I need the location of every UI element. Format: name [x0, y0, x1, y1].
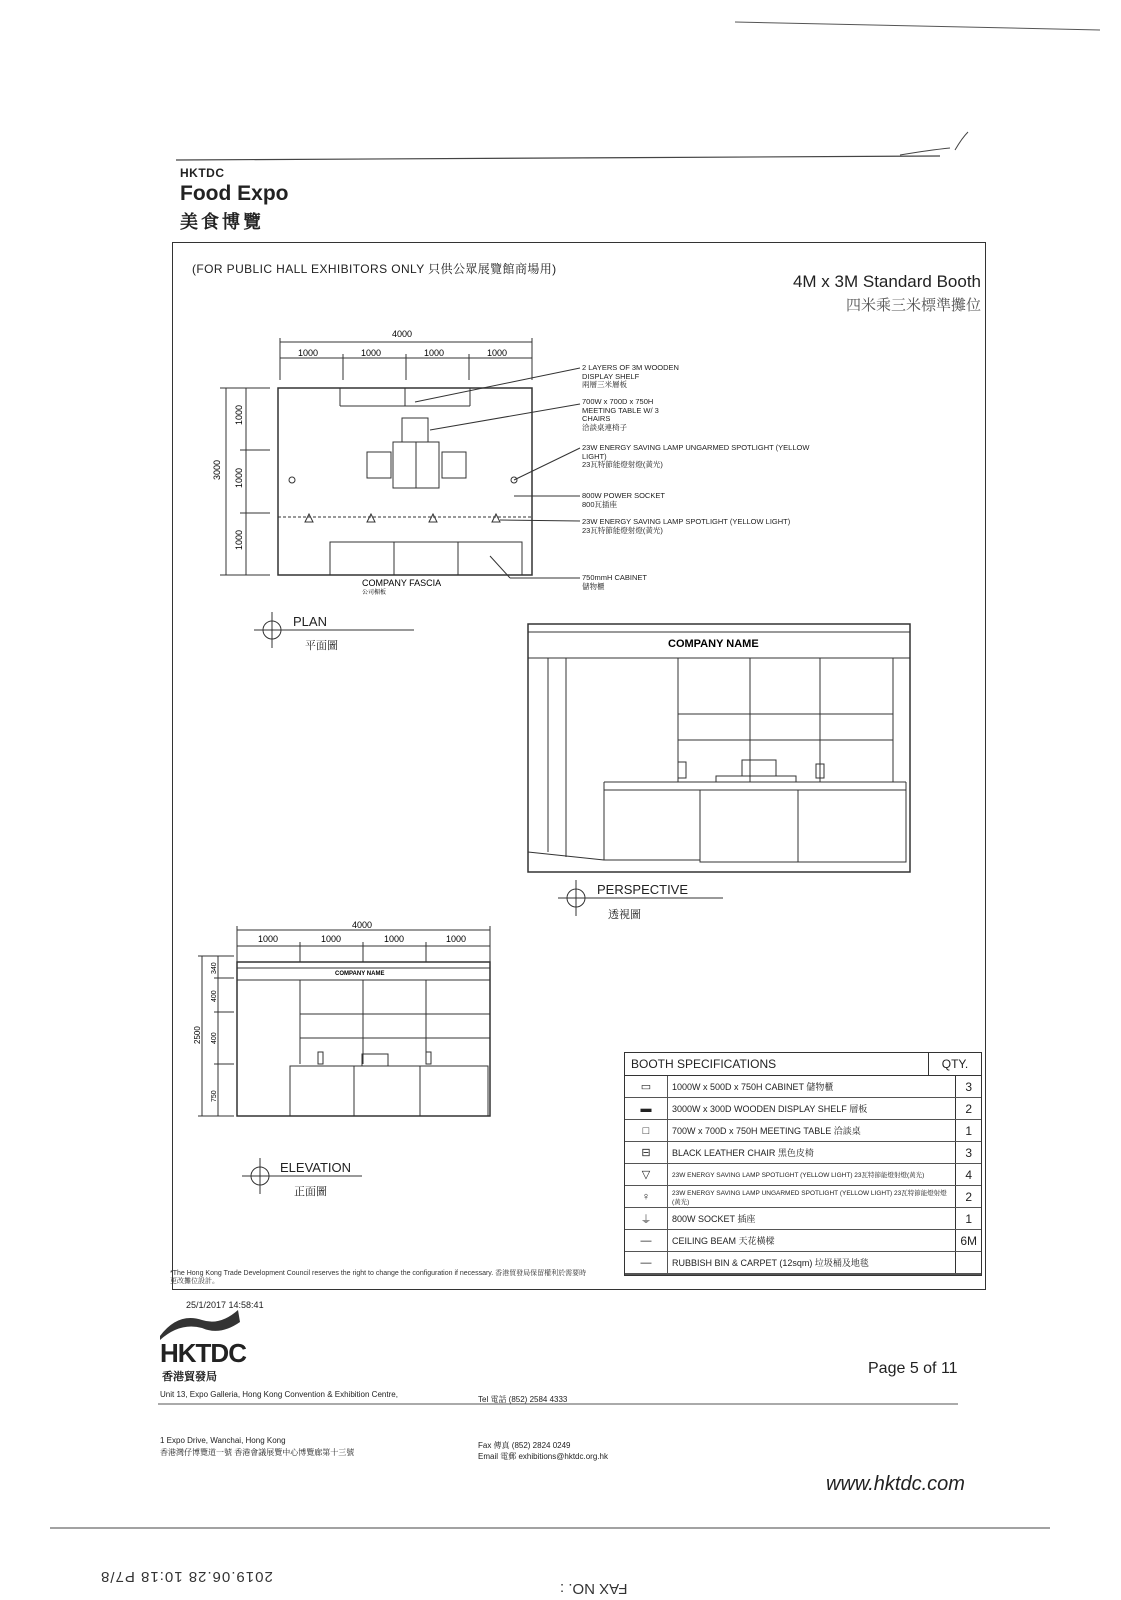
spec-row: ▭ 1000W x 500D x 750H CABINET 儲物櫃 3	[625, 1076, 981, 1098]
company-fascia-label: COMPANY FASCIA	[362, 578, 442, 588]
spec-row: ⊟ BLACK LEATHER CHAIR 黑色皮椅 3	[625, 1142, 981, 1164]
booth-title-cn: 四米乘三米標準攤位	[845, 297, 981, 314]
beam-icon: —	[625, 1230, 668, 1252]
elevation-drawing	[190, 916, 500, 1126]
elevation-height-3: 400	[211, 1032, 218, 1044]
plan-width-1: 1000	[298, 348, 319, 358]
booth-title-en: 4M x 3M Standard Booth	[792, 272, 981, 291]
spec-row: ▬ 3000W x 300D WOODEN DISPLAY SHELF 層板 2	[625, 1098, 981, 1120]
hktdc-logo-cn: 香港貿發局	[162, 1371, 217, 1383]
bin-icon: —	[625, 1252, 668, 1274]
booth-specifications-table	[624, 1052, 982, 1276]
elevation-height-4: 750	[211, 1090, 218, 1102]
callout-spotlight: 23W ENERGY SAVING LAMP SPOTLIGHT (YELLOW LIGHT) 23瓦特節能燈射燈(黃光)	[582, 517, 791, 535]
arm-spotlight-icon: ♀	[625, 1186, 668, 1208]
spec-qty-header: QTY.	[929, 1053, 982, 1076]
spec-row: ♀ 23W ENERGY SAVING LAMP UNGARMED SPOTLIGHT (YELLOW LIGHT) 23瓦特節能燈射燈(黃光) 2	[625, 1186, 981, 1208]
spec-row: ▽ 23W ENERGY SAVING LAMP SPOTLIGHT (YELLOW LIGHT) 23瓦特節能燈射燈(黃光) 4	[625, 1164, 981, 1186]
elevation-width-2: 1000	[321, 934, 342, 944]
elevation-label: ELEVATION	[280, 1160, 352, 1175]
plan-height-2: 1000	[234, 467, 244, 488]
plan-total-height: 3000	[212, 459, 222, 480]
spec-row: ⏚ 800W SOCKET 插座 1	[625, 1208, 981, 1230]
elevation-width-1: 1000	[258, 934, 279, 944]
plan-height-1: 1000	[234, 404, 244, 425]
spec-row: — RUBBISH BIN & CARPET (12sqm) 垃圾桶及地毯	[625, 1252, 981, 1274]
header-rules	[0, 0, 1121, 250]
callout-arm-spotlight: 23W ENERGY SAVING LAMP UNGARMED SPOTLIGHT (YELLOW LIGHT) 23瓦特節能燈射燈(黃光)	[582, 443, 810, 469]
elevation-total-height: 2500	[193, 1026, 202, 1044]
expo-title-cn: 美食博覽	[180, 212, 264, 232]
fax-rule	[50, 1524, 1050, 1532]
fax-timestamp: 2019.06.28 10:18 P7/8	[100, 1568, 273, 1585]
public-hall-note: (FOR PUBLIC HALL EXHIBITORS ONLY 只供公眾展覽館商場用)	[192, 262, 557, 276]
elevation-total-width: 4000	[352, 920, 373, 930]
shelf-icon: ▬	[625, 1098, 668, 1120]
address-line-1: Unit 13, Expo Galleria, Hong Kong Convention & Exhibition Centre,	[160, 1390, 398, 1399]
plan-label: PLAN	[293, 614, 327, 629]
plan-height-3: 1000	[234, 529, 244, 550]
plan-label-symbol	[254, 610, 424, 650]
disclaimer: *The Hong Kong Trade Development Council reserves the right to change the configuration if necessary. 香港貿發局保留權利於需要時更改攤位設計。	[170, 1270, 587, 1285]
perspective-label-cn: 透視圖	[608, 909, 641, 921]
booth-title	[793, 272, 981, 315]
fax-number: Fax 傳真 (852) 2824 0249	[478, 1441, 571, 1450]
plan-width-4: 1000	[487, 348, 508, 358]
table-icon: □	[625, 1120, 668, 1142]
plan-total-width: 4000	[392, 330, 413, 339]
plan-drawing	[210, 330, 850, 650]
address-line-2: 1 Expo Drive, Wanchai, Hong Kong	[160, 1436, 286, 1445]
hktdc-logo: HKTDC	[160, 1338, 246, 1368]
address-cn: 香港灣仔博覽道一號 香港會議展覽中心博覽廊第十三號	[160, 1448, 355, 1457]
company-fascia-label-cn: 公司楣板	[362, 590, 387, 596]
email[interactable]: Email 電郵 exhibitions@hktdc.org.hk	[478, 1452, 608, 1461]
elevation-width-3: 1000	[384, 934, 405, 944]
page-number: Page 5 of 11	[868, 1360, 958, 1377]
spotlight-icon: ▽	[625, 1164, 668, 1186]
callout-shelf: 2 LAYERS OF 3M WOODEN DISPLAY SHELF 兩層三米層板	[582, 363, 679, 389]
socket-icon: ⏚	[625, 1208, 668, 1230]
expo-title: Food Expo	[180, 182, 289, 205]
callout-table: 700W x 700D x 750H MEETING TABLE W/ 3 CHAIRS 洽談桌連椅子	[582, 397, 659, 432]
plan-width-2: 1000	[361, 348, 382, 358]
fax-no-label: FAX NO. :	[560, 1580, 628, 1597]
cabinet-icon: ▭	[625, 1076, 668, 1098]
elevation-height-2: 400	[211, 990, 218, 1002]
elevation-label-cn: 正面圖	[294, 1186, 327, 1198]
perspective-label: PERSPECTIVE	[597, 882, 689, 897]
spec-title: BOOTH SPECIFICATIONS	[625, 1053, 929, 1076]
telephone: Tel 電話 (852) 2584 4333	[478, 1395, 568, 1404]
website-link[interactable]: www.hktdc.com	[826, 1473, 965, 1495]
hktdc-logo-icon	[158, 1306, 248, 1342]
chair-icon: ⊟	[625, 1142, 668, 1164]
elevation-width-4: 1000	[446, 934, 467, 944]
spec-row: — CEILING BEAM 天花橫樑 6M	[625, 1230, 981, 1252]
plan-label-cn: 平面圖	[305, 640, 338, 652]
elevation-company-name: COMPANY NAME	[335, 971, 385, 977]
elevation-height-1: 340	[211, 962, 218, 974]
datestamp: 25/1/2017 14:58:41	[186, 1300, 264, 1310]
brand-mark: HKTDC	[180, 166, 225, 180]
callout-socket: 800W POWER SOCKET 800瓦插座	[582, 491, 665, 509]
plan-width-3: 1000	[424, 348, 445, 358]
perspective-drawing	[520, 622, 915, 876]
callout-cabinet: 750mmH CABINET 儲物櫃	[582, 573, 648, 591]
perspective-company-name: COMPANY NAME	[668, 638, 759, 650]
spec-row: □ 700W x 700D x 750H MEETING TABLE 洽談桌 1	[625, 1120, 981, 1142]
